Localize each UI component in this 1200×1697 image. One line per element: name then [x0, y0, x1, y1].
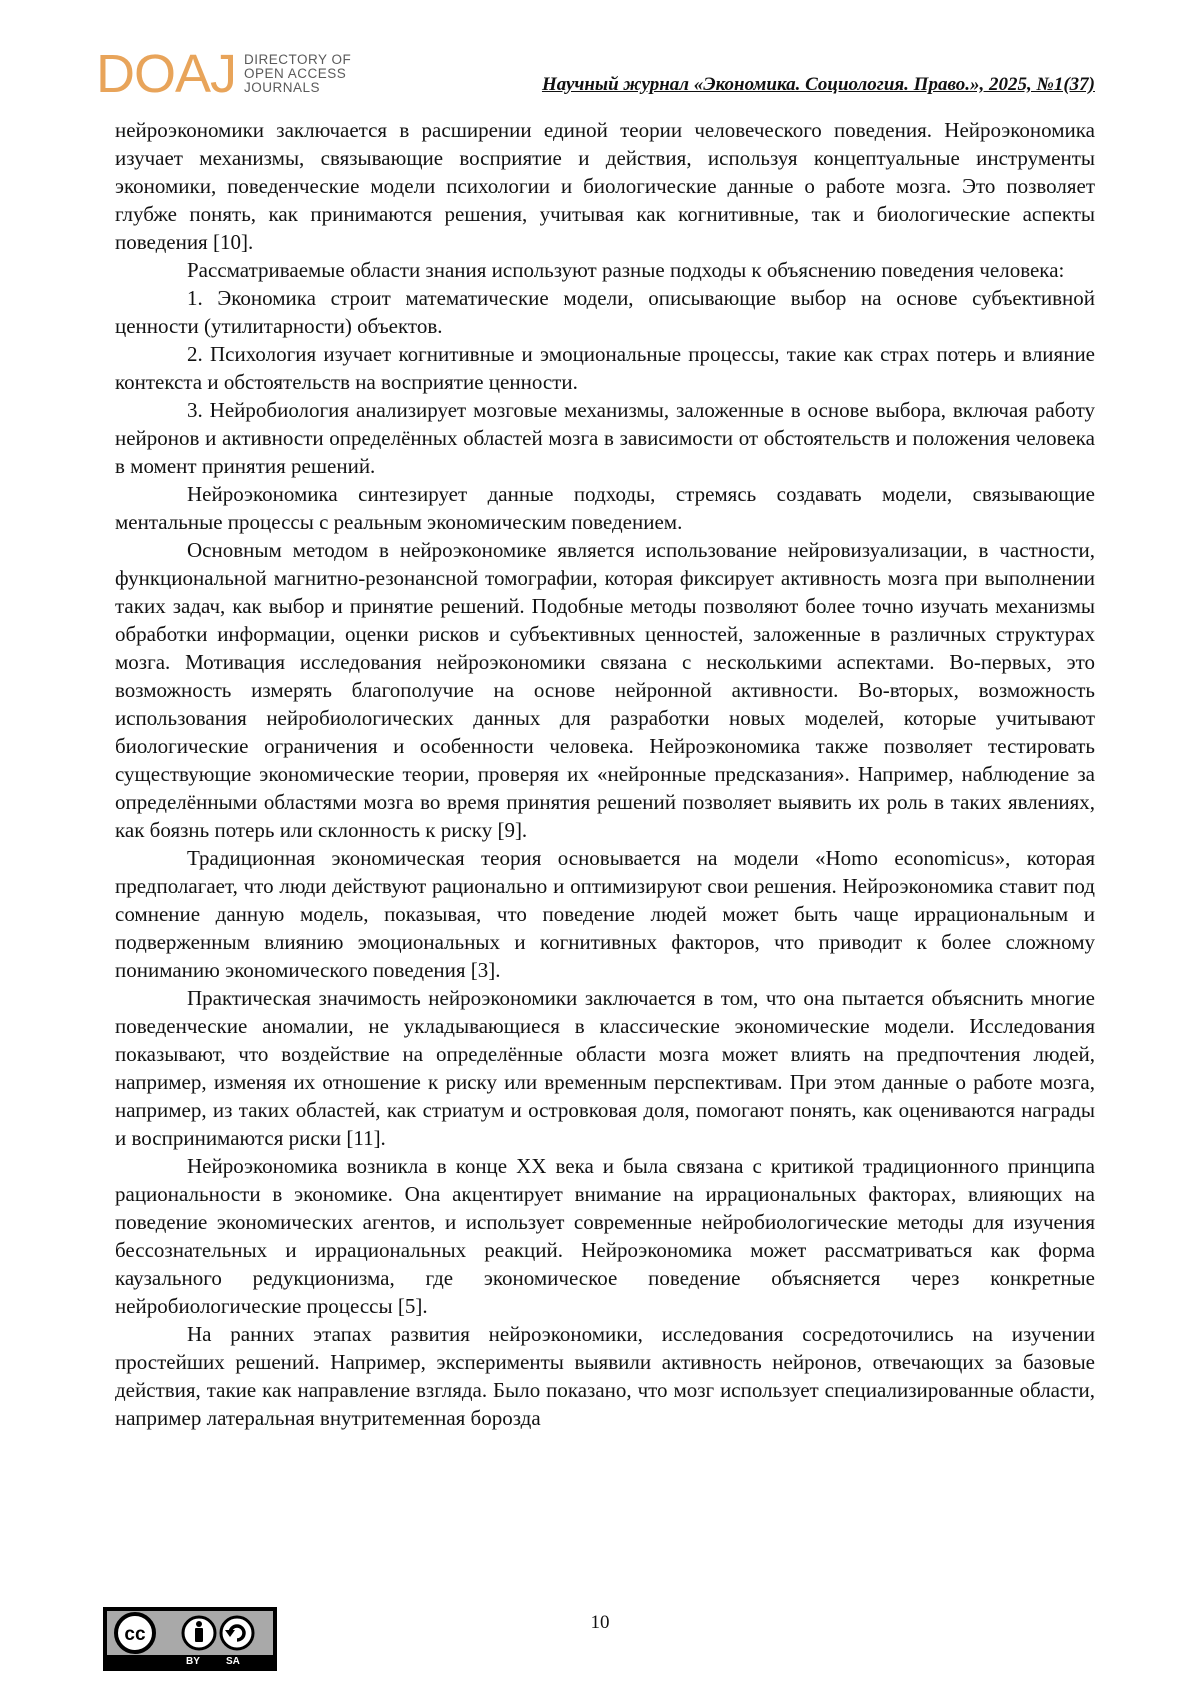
paragraph: Практическая значимость нейроэкономики заключается в том, что она пытается объяснить многие поведенческие аномалии, не укладывающиеся в классические экономические модели. Исследования показывают, что воздействие на определённые области мозга может влиять на предпочтения людей, например, изменяя их отношение к риску или временным перспективам. При этом данные о работе мозга, например, из таких областей, как стриатум и островковая доля, помогают понять, как оцениваются награды и воспринимаются риски [11]. — [115, 986, 1095, 1150]
article-body — [115, 116, 1095, 1432]
paragraph: Нейроэкономика синтезирует данные подходы, стремясь создавать модели, связывающие ментальные процессы с реальным экономическим поведением. — [115, 482, 1095, 534]
doaj-logo-line: OPEN ACCESS — [244, 66, 347, 81]
doaj-logo[interactable] — [96, 46, 351, 102]
doaj-logo-mark: DOAJ — [96, 44, 237, 104]
doaj-logo-text — [244, 53, 351, 95]
doaj-logo-line: JOURNALS — [244, 80, 321, 95]
paragraph: Традиционная экономическая теория основывается на модели «Homo economicus», которая предполагает, что люди действуют рационально и оптимизируют свои решения. Нейроэкономика ставит под сомнение данную модель, показывая, что поведение людей может быть чаще иррациональным и подверженным влиянию эмоциональных и когнитивных факторов, что приводит к более сложному пониманию экономического поведения [3]. — [115, 846, 1095, 982]
doaj-logo-line: DIRECTORY OF — [244, 52, 352, 67]
journal-title: Научный журнал «Экономика. Социология. Право.», 2025, №1(37) — [541, 74, 1095, 95]
cc-label-sa: SA — [226, 1656, 240, 1667]
list-item: 3. Нейробиология анализирует мозговые механизмы, заложенные в основе выбора, включая работу нейронов и активности определённых областей мозга в зависимости от обстоятельств и положения человека в момент принятия решений. — [115, 398, 1095, 478]
paragraph: нейроэкономики заключается в расширении единой теории человеческого поведения. Нейроэкономика изучает механизмы, связывающие восприятие и действия, используя концептуальные инструменты экономики, поведенческие модели психологии и биологические данные о работе мозга. Это позволяет глубже понять, как принимаются решения, учитывая как когнитивные, так и биологические аспекты поведения [10]. — [115, 118, 1095, 254]
svg-text:cc: cc — [124, 1624, 146, 1645]
list-item: 2. Психология изучает когнитивные и эмоциональные процессы, такие как страх потерь и влияние контекста и обстоятельств на восприятие ценности. — [115, 342, 1095, 394]
page-number: 10 — [590, 1612, 610, 1633]
paragraph: Рассматриваемые области знания используют разные подходы к объяснению поведения человека: — [187, 258, 1065, 282]
paragraph: Нейроэкономика возникла в конце XX века и была связана с критикой традиционного принципа рациональности в экономике. Она акцентирует внимание на иррациональных факторах, влияющих на поведение экономических агентов, и использует современные нейробиологические методы для изучения бессознательных и иррациональных реакций. Нейроэкономика может рассматриваться как форма каузального редукционизма, где экономическое поведение объясняется через конкретные нейробиологические процессы [5]. — [115, 1154, 1095, 1318]
cc-label-by: BY — [186, 1656, 200, 1667]
paragraph: На ранних этапах развития нейроэкономики, исследования сосредоточились на изучении простейших решений. Например, эксперименты выявили активность нейронов, отвечающих за базовые действия, такие как направление взгляда. Было показано, что мозг использует специализированные области, например латеральная внутритеменная борозда — [115, 1322, 1095, 1430]
paragraph: Основным методом в нейроэкономике является использование нейровизуализации, в частности, функциональной магнитно-резонансной томографии, которая фиксирует активность мозга при выполнении таких задач, как выбор и принятие решений. Подобные методы позволяют более точно изучать механизмы обработки информации, оценки рисков и субъективных ценностей, заложенные в различных структурах мозга. Мотивация исследования нейроэкономики связана с несколькими аспектами. Во-первых, это возможность измерять благополучие на основе нейронной активности. Во-вторых, возможность использования нейробиологических данных для разработки новых моделей, которые учитывают биологические ограничения и особенности человека. Нейроэкономика также позволяет тестировать существующие экономические теории, проверяя их «нейронные предсказания». Например, наблюдение за определёнными областями мозга во время принятия решений позволяет выявить их роль в таких явлениях, как боязнь потерь или склонность к риску [9]. — [115, 538, 1095, 842]
page-header — [0, 0, 1200, 120]
list-item: 1. Экономика строит математические модели, описывающие выбор на основе субъективной ценности (утилитарности) объектов. — [115, 286, 1095, 338]
cc-labels — [105, 1655, 275, 1669]
